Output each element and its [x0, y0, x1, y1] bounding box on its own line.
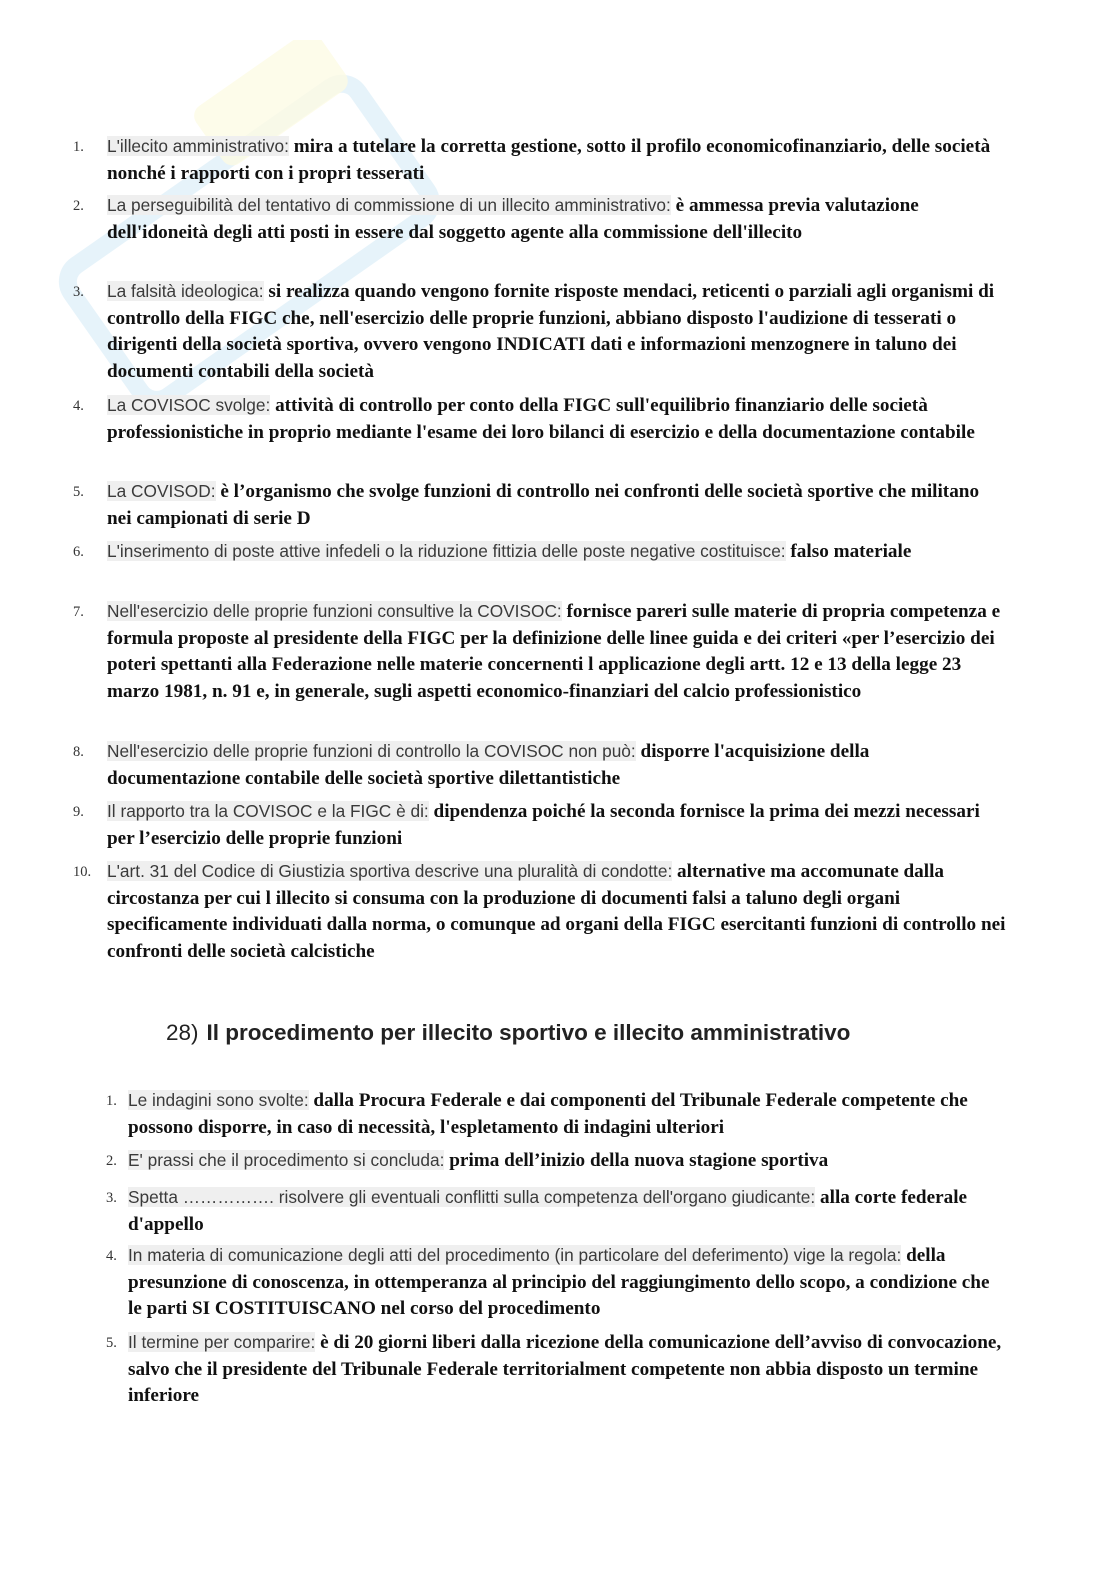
item-number: 9. [73, 804, 84, 820]
item-question: La falsità ideologica: [107, 281, 264, 301]
item-question: Nell'esercizio delle proprie funzioni di controllo la COVISOC non può: [107, 741, 636, 761]
item-answer: alla corte federale d'appello [128, 1187, 968, 1235]
item-question: Spetta ……………. risolvere gli eventuali conflitti sulla competenza dell'organo giudicante: [128, 1187, 816, 1207]
list-item [73, 738, 1007, 798]
section-number: 28) [166, 1020, 199, 1045]
item-question: La perseguibilità del tentativo di commissione di un illecito amministrativo: [107, 195, 671, 215]
section-heading [166, 1020, 1066, 1046]
list-item [106, 1087, 1008, 1147]
section-title: Il procedimento per illecito sportivo e illecito amministrativo [206, 1020, 851, 1045]
item-answer: mira a tutelare la corretta gestione, sotto il profilo economicofinanziario, delle società nonché i rapporti con i propri tesserati [107, 136, 991, 184]
item-question: L'inserimento di poste attive infedeli o la riduzione fittizia delle poste negative costituisce: [107, 541, 786, 561]
item-number: 2. [106, 1153, 117, 1169]
item-question: Il rapporto tra la COVISOC e la FIGC è di: [107, 801, 429, 821]
list-item [73, 278, 1007, 392]
item-answer: attività di controllo per conto della FIGC sull'equilibrio finanziario delle società professionistiche in proprio mediante l'esame dei loro bilanci di esercizio e della documentazione contabile [107, 395, 975, 443]
list-item [106, 1242, 1008, 1329]
item-number: 4. [106, 1248, 117, 1264]
item-number: 2. [73, 198, 84, 214]
item-number: 1. [73, 139, 84, 155]
list-item [73, 478, 1007, 538]
list-item [73, 538, 1007, 598]
item-number: 7. [73, 604, 84, 620]
list-item [73, 392, 1007, 478]
item-answer: è l’organismo che svolge funzioni di controllo nei confronti delle società sportive che militano nei campionati di serie D [107, 481, 980, 529]
item-number: 4. [73, 398, 84, 414]
item-answer: dipendenza poiché la seconda fornisce la prima dei mezzi necessari per l’esercizio delle proprie funzioni [107, 801, 980, 849]
list-item [73, 192, 1007, 278]
item-question: La COVISOD: [107, 481, 216, 501]
item-question: Le indagini sono svolte: [128, 1090, 309, 1110]
list-item [73, 798, 1007, 858]
item-number: 3. [106, 1190, 117, 1206]
item-question: La COVISOC svolge: [107, 395, 271, 415]
item-question: Nell'esercizio delle proprie funzioni consultive la COVISOC: [107, 601, 562, 621]
question-list-2 [106, 1087, 1008, 1415]
item-number: 5. [73, 484, 84, 500]
item-answer: è ammessa previa valutazione dell'idoneità degli atti posti in essere dal soggetto agente alla commissione dell'illecito [107, 195, 919, 243]
item-answer: alternative ma accomunate dalla circostanza per cui l illecito si consuma con la produzione di documenti falsi a taluno degli organi specificamente individuati dalla norma, o comunque ad organi della FIGC esercitanti funzioni di controllo nei confronti delle società calcistiche [107, 861, 1006, 962]
item-answer: falso materiale [790, 541, 912, 562]
list-item [106, 1329, 1008, 1415]
item-answer: prima dell’inizio della nuova stagione sportiva [449, 1150, 829, 1171]
item-number: 5. [106, 1335, 117, 1351]
list-item [73, 133, 1007, 192]
item-answer: della presunzione di conoscenza, in ottemperanza al principio del raggiungimento dello scopo, a condizione che le parti SI COSTITUISCANO nel corso del procedimento [128, 1245, 990, 1319]
item-question: E' prassi che il procedimento si concluda: [128, 1150, 445, 1170]
item-number: 3. [73, 284, 84, 300]
item-question: Il termine per comparire: [128, 1332, 316, 1352]
item-question: L'illecito amministrativo: [107, 136, 289, 156]
question-list-1 [73, 133, 1007, 968]
list-item [73, 598, 1007, 738]
item-answer: disporre l'acquisizione della documentazione contabile delle società sportive dilettantistiche [107, 741, 870, 789]
item-answer: fornisce pareri sulle materie di propria competenza e formula proposte al presidente della FIGC per la definizione delle linee guida e dei criteri «per l’esercizio dei poteri spettanti alla Federazione nelle materie concernenti l applicazione degli artt. 12 e 13 della legge 23 marzo 1981, n. 91 e, in generale, sugli aspetti economico-finanziari del calcio professionistico [107, 601, 1001, 702]
list-item [106, 1184, 1008, 1242]
item-number: 1. [106, 1093, 117, 1109]
item-answer: si realizza quando vengono fornite risposte mendaci, reticenti o parziali agli organismi di controllo della FIGC che, nell'esercizio delle proprie funzioni, abbiano disposto l'audizione di tesserati o dirigenti della società sportiva, ovvero vengono INDICATI dati e informazioni menzognere in taluno dei documenti contabili della società [107, 281, 995, 382]
list-item [73, 858, 1007, 968]
item-answer: dalla Procura Federale e dai componenti del Tribunale Federale competente che possono disporre, in caso di necessità, l'espletamento di indagini ulteriori [128, 1090, 968, 1138]
item-number: 8. [73, 744, 84, 760]
item-question: In materia di comunicazione degli atti del procedimento (in particolare del deferimento) vige la regola: [128, 1245, 902, 1265]
item-answer: è di 20 giorni liberi dalla ricezione della comunicazione dell’avviso di convocazione, salvo che il presidente del Tribunale Federale territorialment competente non abbia disposto un termine inferiore [128, 1332, 1002, 1406]
item-number: 10. [73, 864, 92, 880]
list-item [106, 1147, 1008, 1184]
item-question: L'art. 31 del Codice di Giustizia sportiva descrive una pluralità di condotte: [107, 861, 673, 881]
item-number: 6. [73, 544, 84, 560]
